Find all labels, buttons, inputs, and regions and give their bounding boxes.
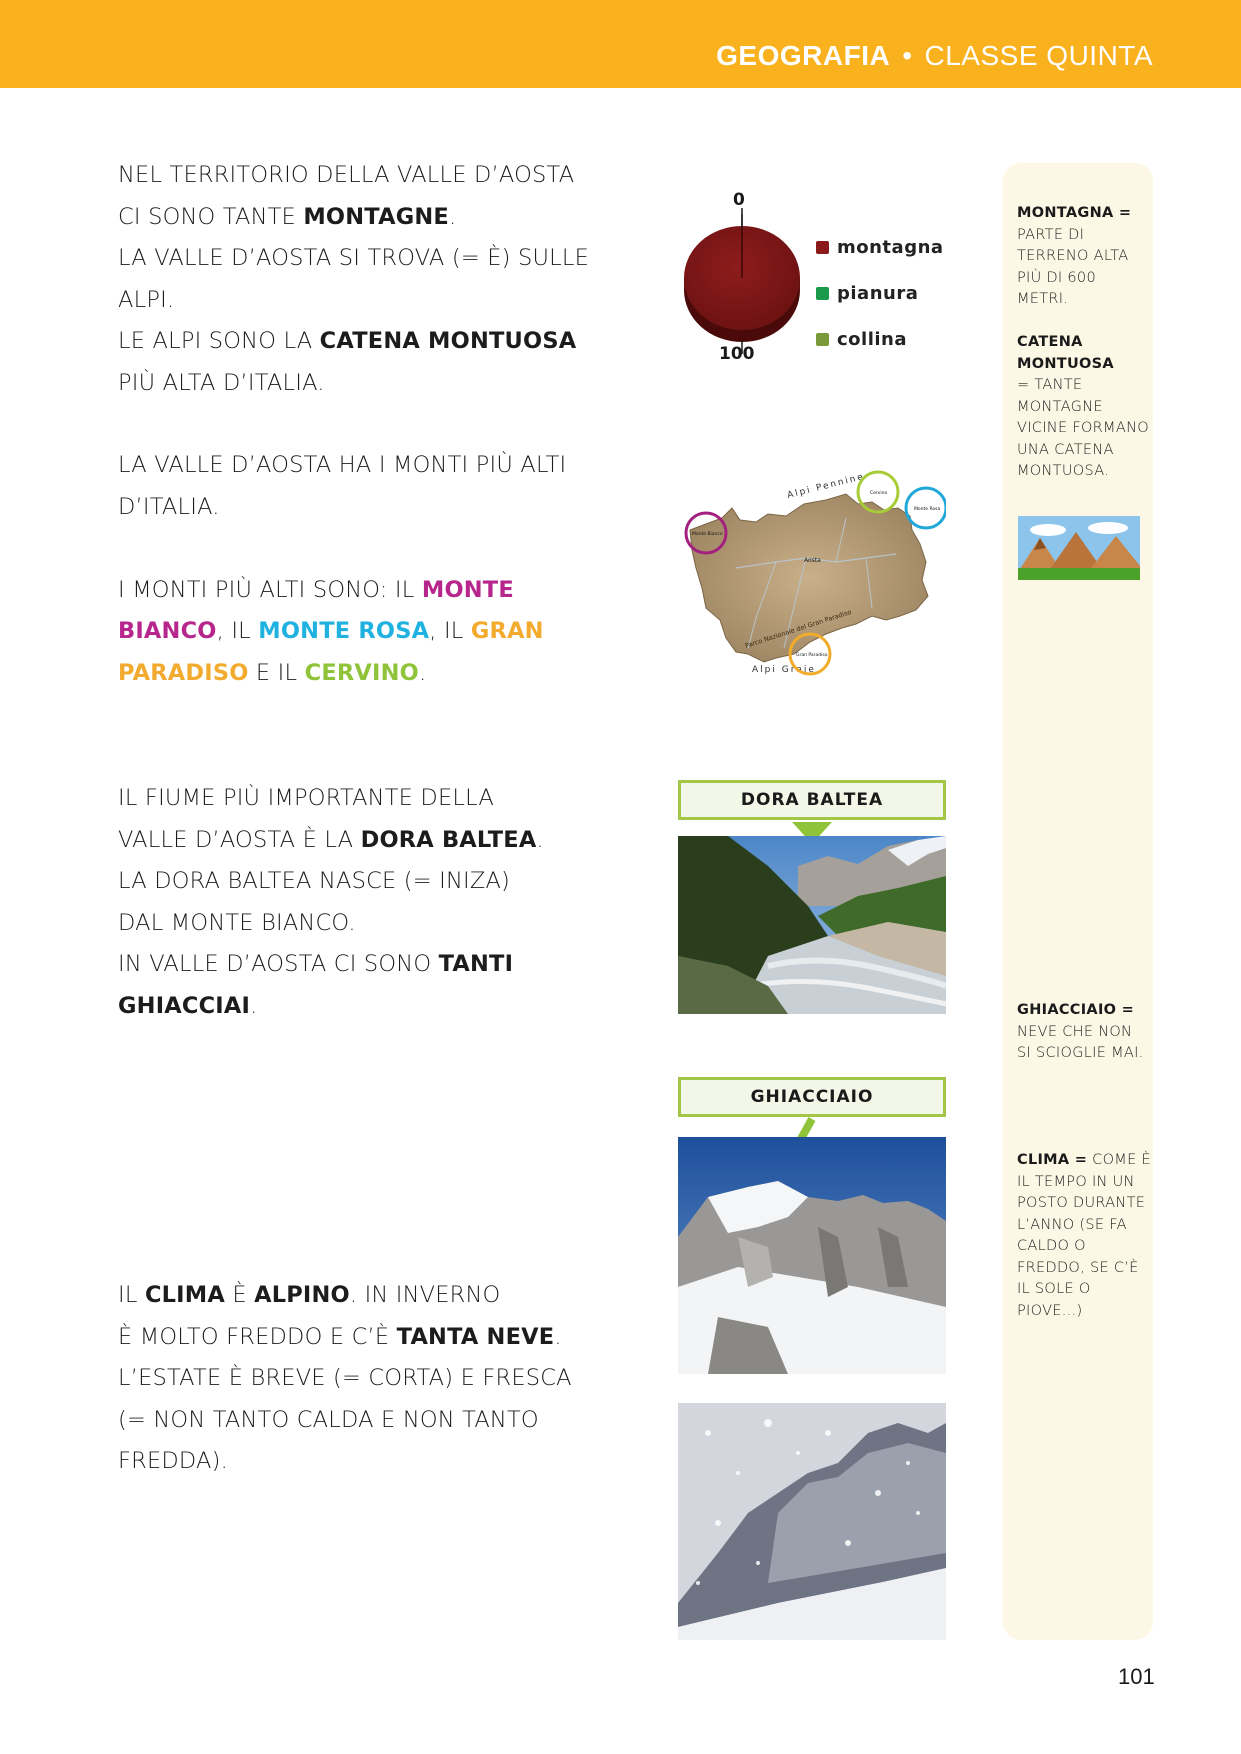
text-line [118, 986, 638, 1028]
text-line [118, 820, 638, 862]
legend-item-collina [816, 316, 944, 362]
map-graphic [676, 458, 946, 678]
text-span: . [448, 203, 457, 230]
map-label-gran-paradiso: Gran Paradiso [796, 653, 828, 658]
callout-label: DORA BALTEA [740, 790, 884, 810]
glossary-term: MONTAGNA = [1017, 205, 1132, 221]
glossary-term: CLIMA = [1017, 1152, 1088, 1168]
paragraph-clima [118, 1275, 638, 1483]
text-line: (= NON TANTO CALDA E NON TANTO [118, 1406, 539, 1433]
glossary-term: CATENA MONTUOSA [1017, 334, 1114, 372]
text-line: LA VALLE D’AOSTA HA I MONTI PIÙ ALTI [118, 452, 567, 478]
photo-nevicata [678, 1403, 946, 1640]
text-span: È [224, 1282, 255, 1308]
map-label-alpi-graie: Alpi Graie [752, 665, 816, 675]
keyword-tanti: TANTI [438, 951, 514, 977]
text-line [118, 321, 638, 363]
text-span: . IN INVERNO [349, 1282, 501, 1308]
paragraph-monti [118, 445, 638, 694]
map-label-monte-bianco: Monte Bianco [692, 532, 723, 537]
text-line: NEL TERRITORIO DELLA VALLE D’AOSTA [118, 162, 575, 188]
legend-label: pianura [837, 282, 919, 304]
glossary-definition: PARTE DI TERRENO ALTA PIÙ DI 600 METRI. [1017, 226, 1129, 307]
keyword-ghiacciai: GHIACCIAI [118, 992, 251, 1019]
text-line: DAL MONTE BIANCO. [118, 909, 356, 936]
keyword-tanta-neve: TANTA NEVE [396, 1323, 555, 1350]
separator-dot: • [902, 40, 913, 71]
glossary-montagna [1017, 203, 1151, 311]
keyword-gran-paradiso: PARADISO [118, 659, 249, 686]
keyword-monte-rosa: MONTE ROSA [258, 618, 430, 644]
legend-item-pianura [816, 270, 944, 316]
glossary-clima [1017, 1150, 1151, 1322]
paragraph-fiume [118, 778, 638, 1027]
legend-label: montagna [837, 236, 944, 258]
pie-tick-0: 0 [733, 190, 745, 210]
text-line: PIÙ ALTA D’ITALIA. [118, 369, 325, 396]
keyword-cervino: CERVINO [304, 659, 419, 686]
text-span: IL [118, 1282, 145, 1308]
text-line: D’ITALIA. [118, 493, 220, 520]
map-label-alpi-pennine: Alpi Pennine [786, 471, 866, 501]
text-line: LA VALLE D’AOSTA SI TROVA (= È) SULLE [118, 245, 590, 271]
glossary-definition: = TANTE MONTAGNE VICINE FORMANO UNA CATENA MONTUOSA. [1017, 377, 1149, 479]
callout-dora-baltea [678, 780, 946, 820]
text-span: E IL [248, 659, 305, 686]
keyword-alpino: ALPINO [254, 1282, 350, 1308]
page-number: 101 [1118, 1664, 1155, 1689]
text-span: VALLE D’AOSTA È LA [118, 826, 361, 853]
glossary-term: GHIACCIAIO = [1017, 1002, 1135, 1018]
text-line: IL FIUME PIÙ IMPORTANTE DELLA [118, 785, 494, 811]
glossary-definition: NEVE CHE NON SI SCIOGLIE MAI. [1017, 1023, 1144, 1061]
pie-chart-territorio [676, 190, 956, 370]
text-line: ALPI. [118, 286, 175, 313]
photo-ghiacciaio-monte-bianco [678, 1137, 946, 1374]
page-header [0, 0, 1241, 88]
map-valle-aosta [676, 458, 946, 678]
photo-dora-baltea-river [678, 836, 946, 1014]
callout-label: GHIACCIAIO [750, 1087, 874, 1107]
text-line: FREDDA). [118, 1448, 228, 1474]
keyword-dora-baltea: DORA BALTEA [360, 826, 537, 853]
text-line: L’ESTATE È BREVE (= CORTA) E FRESCA [118, 1365, 572, 1391]
text-span: . [554, 1323, 562, 1350]
pie-graphic [680, 206, 810, 356]
pie-legend [816, 224, 944, 362]
map-label-monte-rosa: Monte Rosa [914, 507, 941, 512]
text-line [118, 611, 638, 653]
text-line [118, 653, 638, 695]
legend-swatch-icon [816, 241, 829, 254]
legend-swatch-icon [816, 287, 829, 300]
text-span: LE ALPI SONO LA [118, 328, 320, 354]
text-line [118, 570, 638, 612]
text-span: , IL [429, 618, 471, 644]
text-span: CI SONO TANTE [118, 203, 304, 230]
map-label-parco: Parco Nazionale del Gran Paradiso [744, 607, 853, 650]
legend-swatch-icon [816, 333, 829, 346]
text-span: . [536, 826, 544, 853]
map-label-aosta: Aosta [804, 557, 821, 564]
text-line [118, 1317, 638, 1359]
mountains-illustration [1018, 516, 1140, 580]
glossary-definition: COME È IL TEMPO IN UN POSTO DURANTE L’ANNO (SE FA CALDO O FREDDO, SE C’È IL SOLE O PIOVE...) [1017, 1152, 1151, 1319]
text-span: , IL [216, 618, 259, 644]
text-span: . [418, 659, 427, 686]
callout-ghiacciaio [678, 1077, 946, 1117]
legend-label: collina [837, 328, 908, 350]
text-span: È MOLTO FREDDO E C’È [118, 1323, 397, 1350]
pie-tick-100: 100 [719, 344, 755, 364]
grade-label: CLASSE QUINTA [924, 40, 1153, 71]
spacer [118, 528, 638, 570]
legend-item-montagna [816, 224, 944, 270]
text-line: LA DORA BALTEA NASCE (= INIZA) [118, 868, 511, 894]
map-label-cervino: Cervino [870, 491, 888, 496]
text-line [118, 944, 638, 986]
glossary-ghiacciaio [1017, 1000, 1151, 1065]
text-span: I MONTI PIÙ ALTI SONO: IL [118, 576, 422, 603]
text-span: IN VALLE D’AOSTA CI SONO [118, 951, 439, 977]
text-line [118, 197, 638, 239]
text-line [118, 1275, 638, 1317]
keyword-monte-bianco: BIANCO [118, 618, 217, 644]
keyword-montagne: MONTAGNE [303, 203, 449, 230]
keyword-monte-bianco: MONTE [421, 576, 514, 603]
keyword-catena-montuosa: CATENA MONTUOSA [319, 328, 577, 354]
subject-label: GEOGRAFIA [716, 40, 891, 71]
paragraph-montagne [118, 155, 638, 404]
header-title [716, 40, 1153, 72]
glossary-catena-montuosa [1017, 332, 1151, 483]
text-span: . [250, 992, 258, 1019]
keyword-gran-paradiso: GRAN [470, 618, 544, 644]
keyword-clima: CLIMA [144, 1282, 225, 1308]
